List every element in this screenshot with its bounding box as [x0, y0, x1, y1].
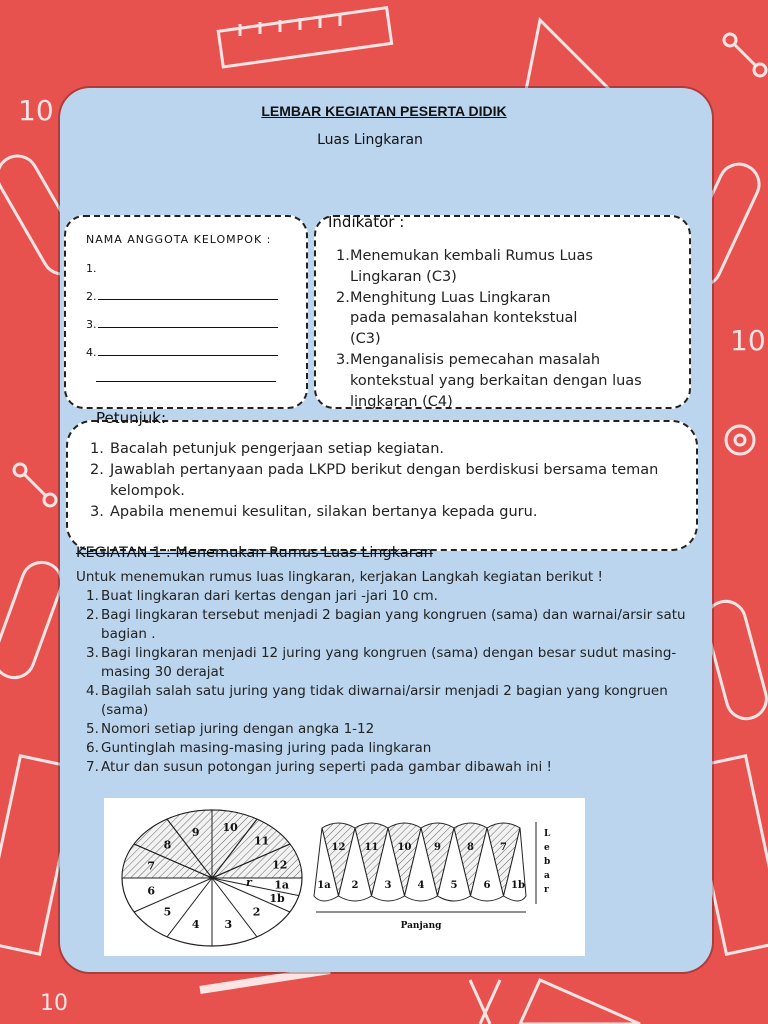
indicator-list: [336, 246, 676, 412]
list-item: 1. Bacalah petunjuk pengerjaan setiap kegiatan.: [90, 441, 444, 457]
sector-label: 5: [163, 905, 172, 919]
list-item: 4. Bagilah salah satu juring yang tidak diwarnai/arsir menjadi 2 bagian yang kongruen (sama): [86, 683, 668, 718]
list-item: 2. Bagi lingkaran tersebut menjadi 2 bagian yang kongruen (sama) dan warnai/arsir satu bagian .: [86, 607, 686, 642]
sector-label: 8: [163, 838, 172, 852]
member-line-2[interactable]: [86, 290, 97, 303]
svg-text:10: 10: [40, 991, 68, 1016]
instructions-list: [90, 439, 680, 523]
gear-icon: [726, 426, 754, 454]
sector-label: 9: [434, 842, 441, 853]
ruler-icon: [218, 8, 391, 67]
sector-diagram: [104, 798, 585, 956]
sector-label: 5: [450, 880, 458, 891]
instructions-label: Petunjuk:: [96, 409, 167, 427]
member-line-4[interactable]: [86, 346, 97, 359]
list-item: 2. Jawablah pertanyaan pada LKPD berikut dengan berdiskusi bersama teman kelompok.: [90, 462, 659, 499]
sector-label: 12: [331, 842, 346, 853]
list-item: 1. Buat lingkaran dari kertas dengan jari -jari 10 cm.: [86, 588, 438, 604]
sector-label: 1a: [317, 880, 331, 891]
sector-label: 2: [252, 905, 261, 919]
list-item: 3. Apabila menemui kesulitan, silakan bertanya kepada guru.: [90, 504, 538, 520]
radius-label: r: [246, 876, 252, 889]
sector-label: 2: [351, 880, 359, 891]
circle-sectors-figure: [104, 798, 585, 956]
pencil-icon: [200, 970, 330, 990]
test-tube-icon: [0, 557, 67, 683]
sector-label: 4: [417, 880, 425, 891]
list-item: 6. Guntinglah masing-masing juring pada lingkaran: [86, 740, 432, 756]
sector-label: 9: [191, 826, 200, 840]
sector-label: 3: [224, 917, 233, 931]
width-label-char: r: [544, 885, 549, 895]
atom-icon: [14, 464, 56, 506]
rearranged-sectors: [314, 822, 551, 931]
page-title: LEMBAR KEGIATAN PESERTA DIDIK: [261, 103, 507, 119]
svg-text:10: 10: [18, 94, 54, 127]
sector-label: 10: [397, 842, 412, 853]
sector-label: 1b: [511, 880, 525, 891]
member-number: 4.: [86, 346, 97, 359]
circle-diagram: [122, 810, 302, 946]
member-number: 3.: [86, 318, 97, 331]
list-item: 1. Menemukan kembali Rumus Luas Lingkaran (C3): [336, 248, 593, 285]
sector-label: 3: [384, 880, 392, 891]
member-number: 2.: [86, 290, 97, 303]
member-number: 1.: [86, 262, 97, 275]
sector-label: 11: [253, 834, 270, 848]
indicator-label: Indikator :: [328, 213, 405, 231]
sector-label: 6: [483, 880, 491, 891]
sector-label: 1b: [269, 891, 285, 905]
flask-icon: [470, 980, 500, 1024]
svg-text:10: 10: [730, 324, 766, 357]
page-subtitle: Luas Lingkaran: [317, 132, 423, 148]
members-heading: NAMA ANGGOTA KELOMPOK :: [86, 233, 272, 246]
member-line-3[interactable]: [86, 318, 97, 331]
sector-label: 12: [272, 858, 288, 872]
list-item: 5. Nomori setiap juring dengan angka 1-12: [86, 721, 375, 737]
list-item: 3. Menganalisis pemecahan masalah kontekstual yang berkaitan dengan luas lingkaran (C4): [336, 351, 642, 410]
length-label: Panjang: [400, 921, 442, 931]
sector-label: 6: [147, 884, 155, 898]
width-label-char: b: [544, 857, 551, 867]
sector-label: 7: [500, 842, 507, 853]
sector-label: 11: [364, 842, 379, 853]
list-item: 3. Bagi lingkaran menjadi 12 juring yang kongruen (sama) dengan besar sudut masing-masing 30 derajat: [86, 645, 677, 680]
members-box: [64, 215, 308, 409]
width-label-char: e: [544, 843, 550, 853]
list-item: 7. Atur dan susun potongan juring seperti pada gambar dibawah ini !: [86, 759, 552, 775]
activity-intro: Untuk menemukan rumus luas lingkaran, kerjakan Langkah kegiatan berikut !: [76, 569, 603, 585]
sector-label: 10: [222, 820, 238, 834]
activity-title: KEGIATAN 1 : Menemukan Rumus Luas Lingkaran: [76, 545, 433, 561]
atom-icon: [724, 34, 766, 76]
width-label-char: a: [544, 871, 550, 881]
list-item: 2. Menghitung Luas Lingkaran pada pemasalahan kontekstual (C3): [336, 289, 578, 348]
member-line-1[interactable]: [86, 262, 97, 275]
sector-label: 8: [467, 842, 474, 853]
triangle-ruler-icon: [520, 980, 640, 1024]
width-label-char: L: [544, 829, 551, 839]
activity-steps: [86, 587, 696, 777]
sector-label: 1a: [274, 878, 290, 892]
sector-label: 7: [147, 859, 155, 873]
sector-label: 4: [191, 917, 200, 931]
